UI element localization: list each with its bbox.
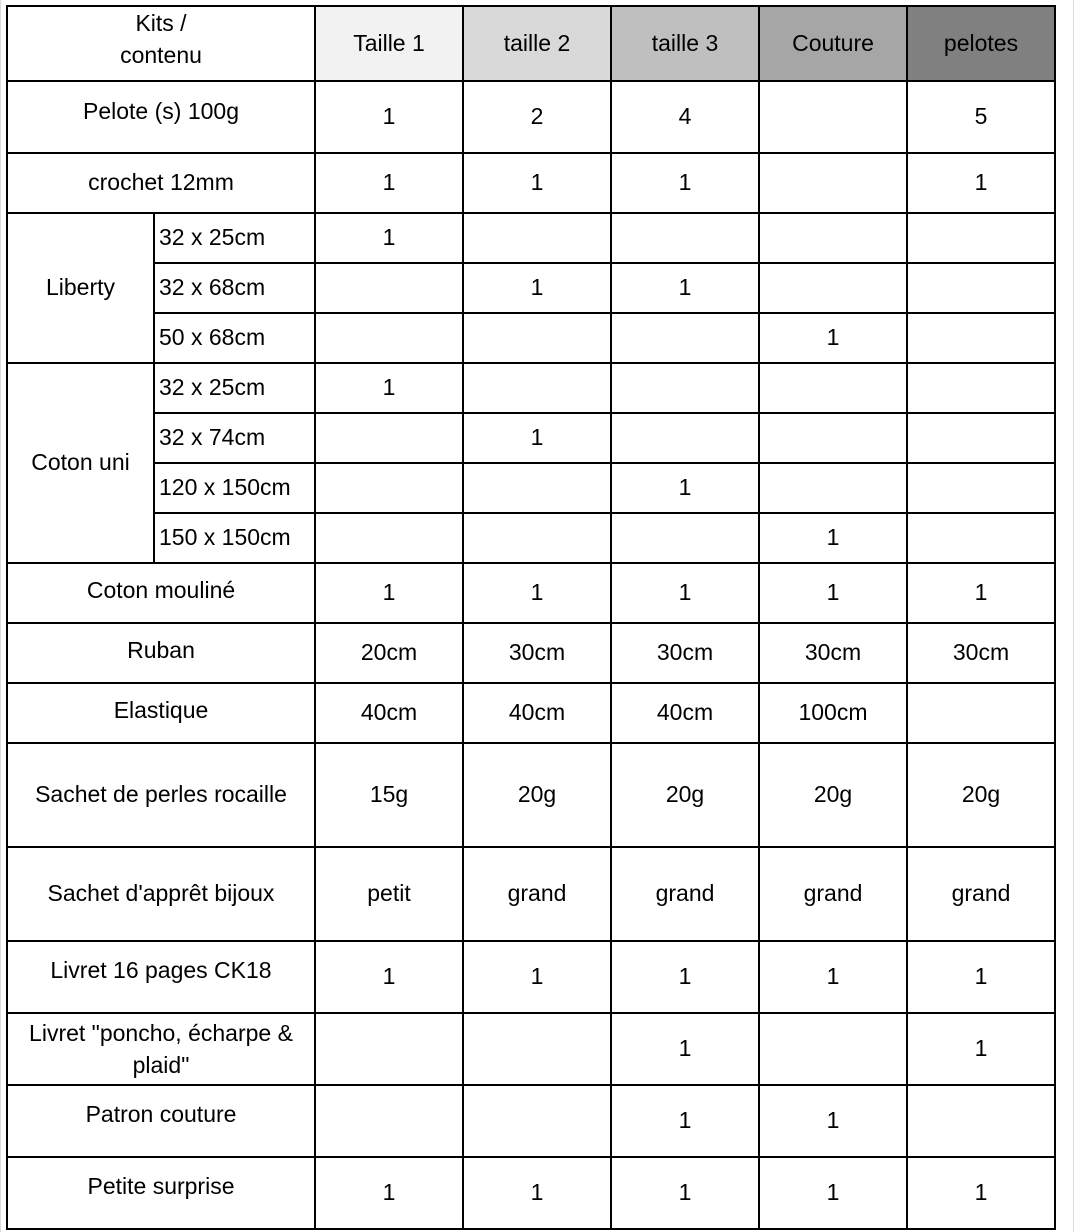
table-cell[interactable]: 1 — [907, 153, 1055, 213]
table-cell[interactable] — [611, 213, 759, 263]
table-cell[interactable]: 1 — [463, 263, 611, 313]
table-cell[interactable]: 1 — [907, 1157, 1055, 1229]
table-row — [7, 313, 1055, 363]
row-label: Livret "poncho, écharpe & plaid" — [29, 1019, 293, 1078]
table-row — [7, 513, 1055, 563]
table-row — [7, 1157, 1055, 1229]
row-label-cell[interactable] — [7, 563, 315, 623]
table-cell[interactable] — [907, 413, 1055, 463]
table-cell[interactable]: 1 — [463, 563, 611, 623]
table-row — [7, 683, 1055, 743]
table-cell[interactable]: 1 — [315, 1157, 463, 1229]
table-cell[interactable]: 1 — [759, 941, 907, 1013]
table-cell[interactable] — [759, 213, 907, 263]
sheet-gridline — [1073, 0, 1074, 1232]
table-cell[interactable]: 20g — [463, 743, 611, 847]
row-label: Coton mouliné — [86, 577, 236, 603]
table-cell[interactable]: petit — [315, 847, 463, 941]
table-cell[interactable]: 20g — [907, 743, 1055, 847]
table-cell[interactable]: 1 — [463, 153, 611, 213]
row-label: Patron couture — [85, 1101, 237, 1127]
table-cell[interactable]: 1 — [315, 363, 463, 413]
table-cell[interactable] — [463, 313, 611, 363]
table-row — [7, 363, 1055, 413]
table-row — [7, 743, 1055, 847]
table-cell[interactable]: 1 — [907, 1013, 1055, 1085]
table-cell[interactable]: 1 — [463, 1157, 611, 1229]
table-cell[interactable] — [463, 363, 611, 413]
group-label: Coton uni — [31, 449, 130, 476]
table-cell[interactable]: 100cm — [759, 683, 907, 743]
table-cell[interactable] — [759, 1013, 907, 1085]
table-cell[interactable] — [759, 463, 907, 513]
table-cell[interactable]: 1 — [759, 313, 907, 363]
table-row — [7, 623, 1055, 683]
kit-contents-table — [6, 5, 1056, 1230]
table-cell[interactable] — [759, 81, 907, 153]
row-label-cell[interactable] — [7, 941, 315, 1013]
table-row — [7, 941, 1055, 1013]
table-cell[interactable] — [907, 463, 1055, 513]
table-cell[interactable]: 30cm — [759, 623, 907, 683]
subrow-label-cell[interactable]: 32 x 25cm — [154, 363, 315, 413]
table-cell[interactable]: 1 — [463, 413, 611, 463]
group-label-cell[interactable] — [7, 213, 154, 363]
table-cell[interactable]: 1 — [759, 1085, 907, 1157]
row-label: Sachet de perles rocaille — [35, 781, 287, 808]
table-cell[interactable] — [315, 463, 463, 513]
subrow-label-cell[interactable]: 32 x 74cm — [154, 413, 315, 463]
table-cell[interactable] — [315, 1085, 463, 1157]
table-cell[interactable]: 40cm — [611, 683, 759, 743]
table-cell[interactable] — [907, 513, 1055, 563]
header-cell[interactable] — [315, 6, 463, 81]
header-label: pelotes — [943, 29, 1019, 56]
table-row — [7, 413, 1055, 463]
table-cell[interactable]: grand — [759, 847, 907, 941]
table-cell[interactable] — [907, 1085, 1055, 1157]
table-cell[interactable]: 2 — [463, 81, 611, 153]
table-cell[interactable] — [611, 363, 759, 413]
table-row — [7, 213, 1055, 263]
table-cell[interactable] — [315, 1013, 463, 1085]
header-cell[interactable] — [611, 6, 759, 81]
table-cell[interactable] — [463, 1013, 611, 1085]
row-label: Elastique — [113, 697, 209, 723]
table-row — [7, 1013, 1055, 1085]
table-cell[interactable] — [759, 363, 907, 413]
row-label: Livret 16 pages CK18 — [50, 957, 272, 983]
table-cell[interactable] — [907, 313, 1055, 363]
table-cell[interactable]: grand — [611, 847, 759, 941]
header-label: Couture — [792, 29, 874, 56]
table-cell[interactable]: 15g — [315, 743, 463, 847]
table-cell[interactable]: 1 — [907, 941, 1055, 1013]
table-cell[interactable]: 1 — [315, 213, 463, 263]
table-cell[interactable] — [315, 513, 463, 563]
table-cell[interactable]: 1 — [759, 1157, 907, 1229]
table-cell[interactable]: 20cm — [315, 623, 463, 683]
table-cell[interactable]: 1 — [611, 941, 759, 1013]
table-row — [7, 153, 1055, 213]
table-cell[interactable] — [907, 363, 1055, 413]
table-cell[interactable] — [759, 413, 907, 463]
table-cell[interactable] — [611, 413, 759, 463]
table-cell[interactable]: 1 — [759, 513, 907, 563]
table-cell[interactable] — [759, 153, 907, 213]
sheet-gridline — [0, 0, 1, 1232]
table-cell[interactable]: 1 — [759, 563, 907, 623]
table-cell[interactable]: 1 — [611, 1013, 759, 1085]
header-cell[interactable] — [463, 6, 611, 81]
table-row — [7, 563, 1055, 623]
row-label-cell[interactable] — [7, 847, 315, 941]
table-cell[interactable]: 1 — [315, 81, 463, 153]
table-row — [7, 1085, 1055, 1157]
table-cell[interactable]: 30cm — [611, 623, 759, 683]
table-cell[interactable] — [463, 1085, 611, 1157]
corner-header-label: Kits / contenu — [120, 10, 202, 69]
table-cell[interactable] — [759, 263, 907, 313]
table-cell[interactable] — [463, 463, 611, 513]
table-cell[interactable]: 20g — [611, 743, 759, 847]
header-cell[interactable] — [759, 6, 907, 81]
table-cell[interactable] — [907, 263, 1055, 313]
row-label-cell[interactable] — [7, 683, 315, 743]
row-label-cell[interactable] — [7, 1013, 315, 1085]
table-row — [7, 463, 1055, 513]
row-label: Sachet d'apprêt bijoux — [47, 880, 275, 907]
table-row — [7, 81, 1055, 153]
row-label-cell[interactable] — [7, 1085, 315, 1157]
table-row — [7, 847, 1055, 941]
header-label: Taille 1 — [353, 29, 425, 56]
table-cell[interactable] — [611, 513, 759, 563]
subrow-label-cell[interactable]: 32 x 25cm — [154, 213, 315, 263]
row-label: Petite surprise — [87, 1173, 235, 1199]
table-cell[interactable]: 1 — [315, 941, 463, 1013]
row-label-cell[interactable] — [7, 81, 315, 153]
row-label: crochet 12mm — [88, 169, 234, 196]
table-cell[interactable]: 1 — [611, 1157, 759, 1229]
header-row — [7, 6, 1055, 81]
header-label: taille 2 — [503, 29, 571, 56]
table-cell[interactable]: 40cm — [463, 683, 611, 743]
table-cell[interactable] — [315, 263, 463, 313]
subrow-label-cell[interactable]: 50 x 68cm — [154, 313, 315, 363]
subrow-label-cell[interactable]: 150 x 150cm — [154, 513, 315, 563]
table-cell[interactable]: 30cm — [907, 623, 1055, 683]
corner-header-cell[interactable] — [7, 6, 315, 81]
table-cell[interactable]: 1 — [611, 263, 759, 313]
table-cell[interactable]: 4 — [611, 81, 759, 153]
table-cell[interactable]: 1 — [611, 153, 759, 213]
row-label-cell[interactable] — [7, 623, 315, 683]
header-cell[interactable] — [907, 6, 1055, 81]
row-label-cell[interactable] — [7, 743, 315, 847]
table-cell[interactable]: 1 — [315, 153, 463, 213]
group-label-cell[interactable] — [7, 363, 154, 563]
table-cell[interactable] — [611, 313, 759, 363]
table-cell[interactable] — [463, 513, 611, 563]
row-label-cell[interactable] — [7, 1157, 315, 1229]
table-cell[interactable]: 1 — [463, 941, 611, 1013]
header-label: taille 3 — [651, 29, 719, 56]
table-cell[interactable]: 1 — [611, 563, 759, 623]
table-cell[interactable]: 1 — [611, 1085, 759, 1157]
table-cell[interactable]: grand — [463, 847, 611, 941]
table-cell[interactable]: grand — [907, 847, 1055, 941]
table-cell[interactable]: 30cm — [463, 623, 611, 683]
table-cell[interactable] — [315, 413, 463, 463]
table-cell[interactable] — [463, 213, 611, 263]
row-label: Ruban — [127, 637, 195, 663]
table-cell[interactable]: 5 — [907, 81, 1055, 153]
table-cell[interactable] — [907, 683, 1055, 743]
table-cell[interactable] — [315, 313, 463, 363]
table-cell[interactable]: 20g — [759, 743, 907, 847]
table-cell[interactable]: 1 — [315, 563, 463, 623]
subrow-label-cell[interactable]: 32 x 68cm — [154, 263, 315, 313]
row-label: Pelote (s) 100g — [83, 98, 239, 124]
table-cell[interactable]: 40cm — [315, 683, 463, 743]
table-row — [7, 263, 1055, 313]
table-cell[interactable] — [907, 213, 1055, 263]
table-cell[interactable]: 1 — [907, 563, 1055, 623]
group-label: Liberty — [45, 274, 116, 301]
table-cell[interactable]: 1 — [611, 463, 759, 513]
row-label-cell[interactable] — [7, 153, 315, 213]
subrow-label-cell[interactable]: 120 x 150cm — [154, 463, 315, 513]
